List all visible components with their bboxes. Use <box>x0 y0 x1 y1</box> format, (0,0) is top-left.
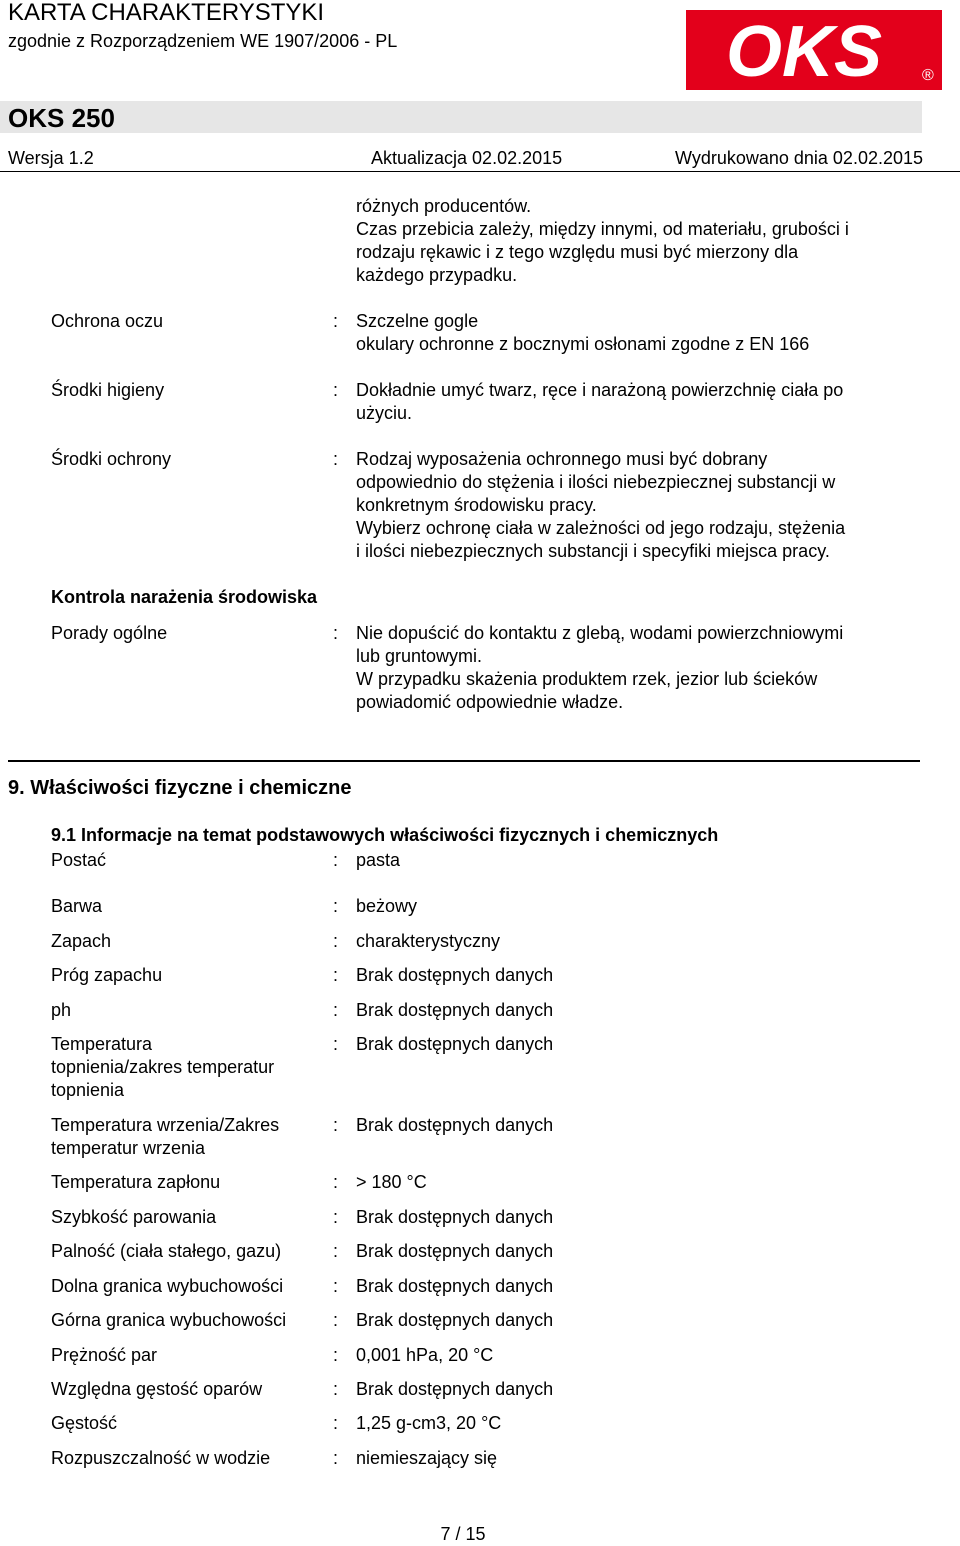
section-9-title: 9. Właściwości fizyczne i chemiczne <box>8 777 352 799</box>
property-value: Brak dostępnych danych <box>356 1207 554 1227</box>
colon: : <box>333 1310 339 1330</box>
page-number: 7 / 15 <box>440 1524 486 1544</box>
property-label <box>51 930 111 953</box>
logo-text: OKS <box>725 12 883 90</box>
colon: : <box>333 931 339 951</box>
property-label <box>51 1240 281 1263</box>
property-value: Brak dostępnych danych <box>356 1310 554 1330</box>
property-label-line: Temperatura <box>51 1034 153 1054</box>
property-value: Brak dostępnych danych <box>356 965 554 985</box>
regulation-subtitle: zgodnie z Rozporządzeniem WE 1907/2006 - PL <box>8 31 398 51</box>
property-label <box>51 1309 286 1332</box>
property-label-line: ph <box>51 1000 72 1020</box>
printed-date: Wydrukowano dnia 02.02.2015 <box>675 148 924 168</box>
property-value: beżowy <box>356 896 418 916</box>
property-label <box>51 1033 274 1102</box>
property-label-line: Barwa <box>51 896 103 916</box>
property-label <box>51 1114 279 1160</box>
property-label <box>51 895 102 918</box>
colon: : <box>333 623 339 643</box>
property-value: Brak dostępnych danych <box>356 1034 554 1054</box>
property-label-line: Palność (ciała stałego, gazu) <box>51 1241 282 1261</box>
property-value: Brak dostępnych danych <box>356 1379 554 1399</box>
property-label-line: Gęstość <box>51 1413 118 1433</box>
property-label-line: Dolna granica wybuchowości <box>51 1276 284 1296</box>
colon: : <box>333 1207 339 1227</box>
property-label <box>51 1412 117 1435</box>
eye-protection-label: Ochrona oczu <box>51 311 164 331</box>
section-9-1-title: 9.1 Informacje na temat podstawowych właściwości fizycznych i chemicznych <box>51 825 719 845</box>
protective-measures-label: Środki ochrony <box>51 449 172 469</box>
property-value: Brak dostępnych danych <box>356 1115 554 1135</box>
property-label-line: Szybkość parowania <box>51 1207 217 1227</box>
property-label-line: Rozpuszczalność w wodzie <box>51 1448 271 1468</box>
hygiene-value: Dokładnie umyć twarz, ręce i narażoną powierzchnię ciała po użyciu. <box>356 380 844 423</box>
colon: : <box>333 850 339 870</box>
property-label-line: topnienia/zakres temperatur <box>51 1057 275 1077</box>
property-value: Brak dostępnych danych <box>356 1000 554 1020</box>
property-label <box>51 1447 270 1470</box>
colon: : <box>333 1379 339 1399</box>
property-label <box>51 999 71 1022</box>
gloves-continuation: różnych producentów. Czas przebicia zależy, między innymi, od materiału, grubości i rodzaju rękawic i z tego względu musi być mierzony dla każdego przypadku. <box>356 196 849 285</box>
general-advice-label: Porady ogólne <box>51 623 168 643</box>
property-value: > 180 °C <box>356 1172 427 1192</box>
colon: : <box>333 896 339 916</box>
property-value: Brak dostępnych danych <box>356 1276 554 1296</box>
colon: : <box>333 1448 339 1468</box>
section-divider <box>8 760 920 762</box>
property-label <box>51 849 106 872</box>
colon: : <box>333 1276 339 1296</box>
environment-heading: Kontrola narażenia środowiska <box>51 587 318 607</box>
property-label <box>51 1206 216 1229</box>
colon: : <box>333 1172 339 1192</box>
general-advice-value: Nie dopuścić do kontaktu z glebą, wodami powierzchniowymi lub gruntowymi. W przypadku skażenia produktem rzek, jezior lub ścieków powiadomić odpowiednie władze. <box>356 623 844 712</box>
colon: : <box>333 449 339 469</box>
colon: : <box>333 1241 339 1261</box>
property-label <box>51 1378 262 1401</box>
document-title: KARTA CHARAKTERYSTYKI <box>8 0 325 26</box>
property-label-line: Zapach <box>51 931 112 951</box>
colon: : <box>333 1000 339 1020</box>
colon: : <box>333 965 339 985</box>
updated-date: Aktualizacja 02.02.2015 <box>371 148 563 168</box>
header-divider <box>0 171 960 172</box>
hygiene-label: Środki higieny <box>51 380 165 400</box>
property-label-line: Górna granica wybuchowości <box>51 1310 287 1330</box>
protective-measures-value: Rodzaj wyposażenia ochronnego musi być dobrany odpowiednio do stężenia i ilości niebezpiecznej substancji w konkretnym środowisku pracy. Wybierz ochronę ciała w zależności od jego rodzaju, stężenia i ilości niebezpiecznych substancji i specyfiki miejsca pracy. <box>356 449 846 561</box>
property-label-line: Prężność par <box>51 1345 158 1365</box>
property-label-line: Temperatura zapłonu <box>51 1172 221 1192</box>
property-label <box>51 964 162 987</box>
eye-protection-value: Szczelne gogle okulary ochronne z bocznymi osłonami zgodne z EN 166 <box>356 311 810 354</box>
property-value: pasta <box>356 850 401 870</box>
colon: : <box>333 311 339 331</box>
property-label-line: Postać <box>51 850 107 870</box>
product-name: OKS 250 <box>8 103 115 133</box>
version-label: Wersja 1.2 <box>8 148 94 168</box>
property-label-line: Temperatura wrzenia/Zakres <box>51 1115 280 1135</box>
product-bar <box>0 101 922 133</box>
colon: : <box>333 1115 339 1135</box>
oks-logo <box>686 10 942 90</box>
property-label <box>51 1171 220 1194</box>
colon: : <box>333 1034 339 1054</box>
property-value: Brak dostępnych danych <box>356 1241 554 1261</box>
property-value: 1,25 g-cm3, 20 °C <box>356 1413 502 1433</box>
property-label-line: topnienia <box>51 1080 125 1100</box>
property-value: 0,001 hPa, 20 °C <box>356 1345 494 1365</box>
property-value: charakterystyczny <box>356 931 501 951</box>
property-label-line: temperatur wrzenia <box>51 1138 206 1158</box>
property-label-line: Względna gęstość oparów <box>51 1379 263 1399</box>
logo-registered-mark: ® <box>922 67 934 84</box>
property-label <box>51 1344 157 1367</box>
property-label-line: Próg zapachu <box>51 965 163 985</box>
colon: : <box>333 380 339 400</box>
property-value: niemieszający się <box>356 1448 498 1468</box>
colon: : <box>333 1345 339 1365</box>
property-label <box>51 1275 283 1298</box>
colon: : <box>333 1413 339 1433</box>
